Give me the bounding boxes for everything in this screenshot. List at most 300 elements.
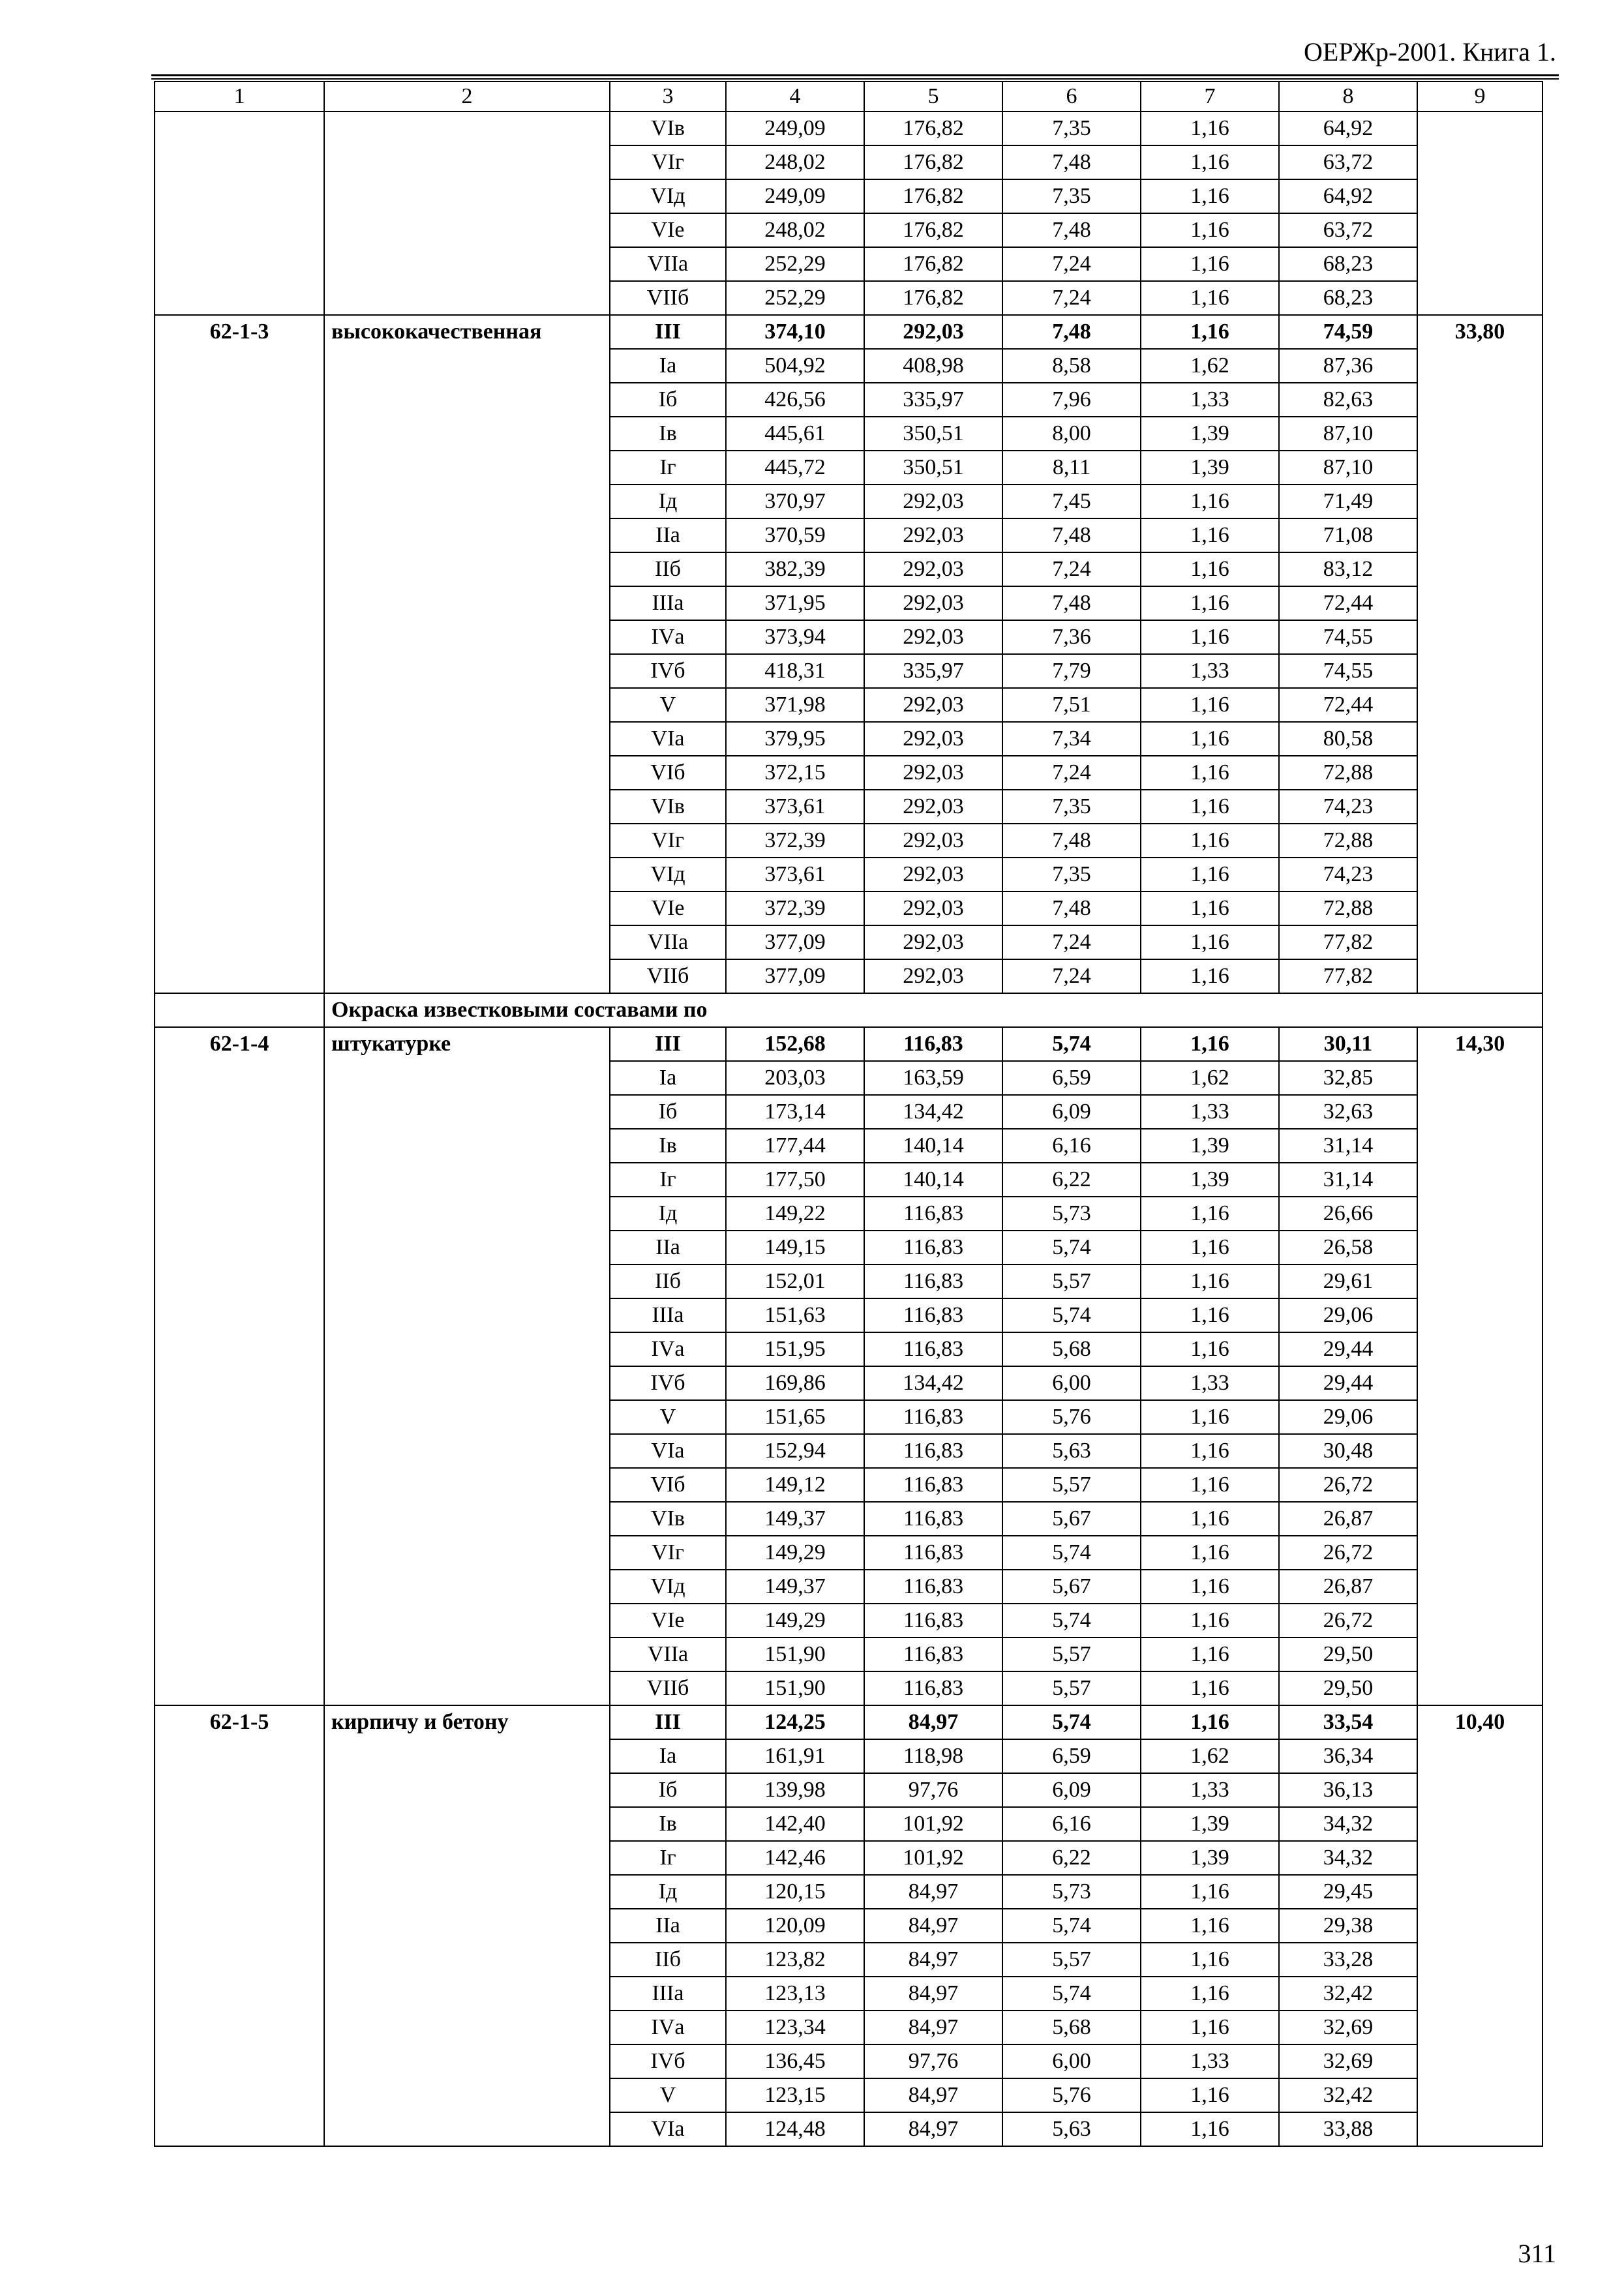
value-cell: 5,74 — [1002, 1027, 1141, 1061]
value-cell: 26,72 — [1279, 1468, 1417, 1502]
zone-cell: VIе — [610, 1604, 726, 1638]
value-cell: 7,48 — [1002, 145, 1141, 179]
value-cell: 5,68 — [1002, 2011, 1141, 2044]
value-cell: 1,39 — [1141, 417, 1279, 451]
value-cell: 149,29 — [726, 1536, 864, 1570]
value-cell: 29,45 — [1279, 1875, 1417, 1909]
value-cell: 32,85 — [1279, 1061, 1417, 1095]
value-cell: 1,16 — [1141, 688, 1279, 722]
zone-cell: IIа — [610, 1231, 726, 1264]
value-cell: 30,11 — [1279, 1027, 1417, 1061]
column-number: 1 — [155, 82, 324, 112]
value-cell: 72,88 — [1279, 891, 1417, 925]
value-cell: 84,97 — [864, 1977, 1002, 2011]
value-cell: 116,83 — [864, 1570, 1002, 1604]
table-row — [155, 1027, 1542, 1061]
zone-cell: IIIа — [610, 1977, 726, 2011]
price-table — [154, 81, 1543, 2147]
value-cell: 123,13 — [726, 1977, 864, 2011]
value-cell: 1,33 — [1141, 2044, 1279, 2078]
value-cell: 32,42 — [1279, 1977, 1417, 2011]
value-cell: 1,16 — [1141, 1570, 1279, 1604]
zone-cell: VIг — [610, 145, 726, 179]
value-cell: 374,10 — [726, 315, 864, 349]
value-cell: 134,42 — [864, 1366, 1002, 1400]
value-cell: 373,61 — [726, 790, 864, 824]
value-cell: 97,76 — [864, 2044, 1002, 2078]
value-cell: 149,12 — [726, 1468, 864, 1502]
zone-cell: IIIа — [610, 1298, 726, 1332]
value-cell: 120,15 — [726, 1875, 864, 1909]
value-cell: 1,33 — [1141, 1773, 1279, 1807]
zone-cell: VIIа — [610, 925, 726, 959]
zone-cell: VIб — [610, 756, 726, 790]
value-cell: 83,12 — [1279, 552, 1417, 586]
zone-cell: VIIб — [610, 1671, 726, 1705]
value-cell: 1,16 — [1141, 1909, 1279, 1943]
value-cell: 5,57 — [1002, 1943, 1141, 1977]
value-cell: 1,16 — [1141, 1943, 1279, 1977]
zone-cell: IIб — [610, 552, 726, 586]
value-cell: 5,68 — [1002, 1332, 1141, 1366]
value-cell: 6,22 — [1002, 1841, 1141, 1875]
value-cell: 84,97 — [864, 1705, 1002, 1739]
zone-cell: V — [610, 1400, 726, 1434]
table-row — [155, 315, 1542, 349]
table-body — [155, 82, 1542, 2146]
value-cell: 176,82 — [864, 112, 1002, 145]
zone-cell: Iа — [610, 1739, 726, 1773]
work-name — [324, 112, 610, 315]
value-cell: 1,16 — [1141, 1434, 1279, 1468]
value-cell: 29,38 — [1279, 1909, 1417, 1943]
value-cell: 29,61 — [1279, 1264, 1417, 1298]
value-cell: 176,82 — [864, 281, 1002, 315]
value-cell: 123,34 — [726, 2011, 864, 2044]
value-cell: 1,16 — [1141, 281, 1279, 315]
value-cell: 84,97 — [864, 1943, 1002, 1977]
value-cell: 140,14 — [864, 1129, 1002, 1163]
value-cell: 292,03 — [864, 959, 1002, 993]
value-cell: 7,48 — [1002, 315, 1141, 349]
value-cell: 1,16 — [1141, 1027, 1279, 1061]
value-cell: 149,15 — [726, 1231, 864, 1264]
value-cell: 87,36 — [1279, 349, 1417, 383]
zone-cell: VIе — [610, 891, 726, 925]
zone-cell: Iб — [610, 1773, 726, 1807]
zone-cell: IVа — [610, 1332, 726, 1366]
value-cell: 29,50 — [1279, 1671, 1417, 1705]
value-cell: 36,34 — [1279, 1739, 1417, 1773]
zone-cell: IIб — [610, 1943, 726, 1977]
zone-cell: III — [610, 1705, 726, 1739]
value-cell: 82,63 — [1279, 383, 1417, 417]
value-cell: 31,14 — [1279, 1163, 1417, 1197]
value-cell: 292,03 — [864, 858, 1002, 891]
value-cell: 149,29 — [726, 1604, 864, 1638]
value-cell: 445,72 — [726, 451, 864, 485]
zone-cell: VIб — [610, 1468, 726, 1502]
value-cell: 1,39 — [1141, 1807, 1279, 1841]
value-cell: 6,09 — [1002, 1095, 1141, 1129]
zone-cell: Iа — [610, 349, 726, 383]
value-cell: 1,62 — [1141, 1061, 1279, 1095]
value-cell: 63,72 — [1279, 145, 1417, 179]
table-row — [155, 1705, 1542, 1739]
value-cell: 292,03 — [864, 586, 1002, 620]
value-cell: 74,55 — [1279, 654, 1417, 688]
value-cell: 74,23 — [1279, 790, 1417, 824]
zone-cell: IVа — [610, 2011, 726, 2044]
value-cell: 252,29 — [726, 247, 864, 281]
value-cell: 292,03 — [864, 925, 1002, 959]
value-cell: 151,95 — [726, 1332, 864, 1366]
value-cell: 1,39 — [1141, 1129, 1279, 1163]
value-cell: 32,69 — [1279, 2011, 1417, 2044]
value-cell: 142,46 — [726, 1841, 864, 1875]
value-cell: 7,24 — [1002, 552, 1141, 586]
work-name: высококачественная — [324, 315, 610, 993]
zone-cell: Iд — [610, 1197, 726, 1231]
value-cell: 1,16 — [1141, 213, 1279, 247]
value-cell: 32,42 — [1279, 2078, 1417, 2112]
value-cell: 116,83 — [864, 1231, 1002, 1264]
value-cell: 249,09 — [726, 179, 864, 213]
column-number: 2 — [324, 82, 610, 112]
value-cell: 7,51 — [1002, 688, 1141, 722]
value-cell: 116,83 — [864, 1027, 1002, 1061]
zone-cell: IIб — [610, 1264, 726, 1298]
value-cell: 371,98 — [726, 688, 864, 722]
value-cell: 116,83 — [864, 1332, 1002, 1366]
value-cell: 292,03 — [864, 620, 1002, 654]
value-cell: 1,16 — [1141, 315, 1279, 349]
value-cell: 1,16 — [1141, 1604, 1279, 1638]
zone-cell: VIа — [610, 1434, 726, 1468]
value-cell: 292,03 — [864, 824, 1002, 858]
header-rule — [151, 74, 1559, 76]
value-cell: 136,45 — [726, 2044, 864, 2078]
value-cell: 101,92 — [864, 1841, 1002, 1875]
value-cell: 5,74 — [1002, 1909, 1141, 1943]
value-cell: 6,09 — [1002, 1773, 1141, 1807]
value-cell: 7,48 — [1002, 518, 1141, 552]
value-cell: 5,73 — [1002, 1197, 1141, 1231]
value-cell: 26,87 — [1279, 1570, 1417, 1604]
value-cell: 1,16 — [1141, 891, 1279, 925]
value-cell: 1,16 — [1141, 1197, 1279, 1231]
value-cell: 149,37 — [726, 1570, 864, 1604]
value-cell: 5,74 — [1002, 1298, 1141, 1332]
value-cell: 7,45 — [1002, 485, 1141, 518]
zone-cell: Iг — [610, 1163, 726, 1197]
value-cell: 116,83 — [864, 1468, 1002, 1502]
zone-cell: Iд — [610, 485, 726, 518]
value-cell: 84,97 — [864, 1875, 1002, 1909]
value-cell: 1,16 — [1141, 1671, 1279, 1705]
value-cell: 63,72 — [1279, 213, 1417, 247]
work-name: кирпичу и бетону — [324, 1705, 610, 2146]
value-cell: 1,16 — [1141, 959, 1279, 993]
value-cell: 116,83 — [864, 1400, 1002, 1434]
zone-cell: IIIа — [610, 586, 726, 620]
value-cell: 118,98 — [864, 1739, 1002, 1773]
zone-cell: Iв — [610, 1807, 726, 1841]
value-cell: 1,16 — [1141, 552, 1279, 586]
value-cell: 72,88 — [1279, 756, 1417, 790]
value-cell: 292,03 — [864, 891, 1002, 925]
value-cell: 161,91 — [726, 1739, 864, 1773]
value-cell: 5,74 — [1002, 1604, 1141, 1638]
value-cell: 29,50 — [1279, 1638, 1417, 1671]
value-cell: 7,96 — [1002, 383, 1141, 417]
value-cell: 101,92 — [864, 1807, 1002, 1841]
column-number: 3 — [610, 82, 726, 112]
norm-code — [155, 112, 324, 315]
value-cell: 74,55 — [1279, 620, 1417, 654]
value-cell: 72,44 — [1279, 586, 1417, 620]
value-cell: 123,82 — [726, 1943, 864, 1977]
value-cell: 7,34 — [1002, 722, 1141, 756]
value-cell: 7,36 — [1002, 620, 1141, 654]
value-cell: 1,33 — [1141, 383, 1279, 417]
value-cell: 6,00 — [1002, 1366, 1141, 1400]
value-cell: 335,97 — [864, 654, 1002, 688]
value-cell: 252,29 — [726, 281, 864, 315]
column-9-value — [1417, 112, 1542, 315]
value-cell: 176,82 — [864, 145, 1002, 179]
value-cell: 8,11 — [1002, 451, 1141, 485]
work-name: штукатурке — [324, 1027, 610, 1705]
value-cell: 64,92 — [1279, 179, 1417, 213]
value-cell: 292,03 — [864, 790, 1002, 824]
value-cell: 373,61 — [726, 858, 864, 891]
zone-cell: Iг — [610, 451, 726, 485]
header-rule-thin — [151, 78, 1559, 80]
value-cell: 1,16 — [1141, 1502, 1279, 1536]
value-cell: 1,33 — [1141, 1366, 1279, 1400]
value-cell: 26,72 — [1279, 1536, 1417, 1570]
value-cell: 84,97 — [864, 2078, 1002, 2112]
value-cell: 5,63 — [1002, 1434, 1141, 1468]
value-cell: 72,44 — [1279, 688, 1417, 722]
value-cell: 292,03 — [864, 756, 1002, 790]
value-cell: 71,08 — [1279, 518, 1417, 552]
value-cell: 26,58 — [1279, 1231, 1417, 1264]
value-cell: 1,16 — [1141, 112, 1279, 145]
value-cell: 72,88 — [1279, 824, 1417, 858]
value-cell: 5,57 — [1002, 1468, 1141, 1502]
value-cell: 1,33 — [1141, 654, 1279, 688]
value-cell: 5,74 — [1002, 1536, 1141, 1570]
value-cell: 173,14 — [726, 1095, 864, 1129]
value-cell: 68,23 — [1279, 281, 1417, 315]
norm-code: 62-1-5 — [155, 1705, 324, 2146]
zone-cell: VIIб — [610, 959, 726, 993]
value-cell: 1,16 — [1141, 1468, 1279, 1502]
value-cell: 5,76 — [1002, 1400, 1141, 1434]
value-cell: 372,39 — [726, 891, 864, 925]
zone-cell: Iд — [610, 1875, 726, 1909]
zone-cell: VIа — [610, 2112, 726, 2146]
value-cell: 6,59 — [1002, 1061, 1141, 1095]
value-cell: 7,35 — [1002, 179, 1141, 213]
value-cell: 1,16 — [1141, 1332, 1279, 1366]
zone-cell: VIв — [610, 1502, 726, 1536]
value-cell: 5,57 — [1002, 1638, 1141, 1671]
value-cell: 5,67 — [1002, 1502, 1141, 1536]
zone-cell: VIд — [610, 179, 726, 213]
value-cell: 77,82 — [1279, 925, 1417, 959]
value-cell: 1,39 — [1141, 1841, 1279, 1875]
value-cell: 163,59 — [864, 1061, 1002, 1095]
column-9-value: 10,40 — [1417, 1705, 1542, 2146]
value-cell: 7,48 — [1002, 586, 1141, 620]
value-cell: 350,51 — [864, 417, 1002, 451]
value-cell: 87,10 — [1279, 451, 1417, 485]
value-cell: 123,15 — [726, 2078, 864, 2112]
value-cell: 29,06 — [1279, 1298, 1417, 1332]
zone-cell: VIIа — [610, 247, 726, 281]
value-cell: 116,83 — [864, 1604, 1002, 1638]
value-cell: 1,16 — [1141, 179, 1279, 213]
value-cell: 116,83 — [864, 1298, 1002, 1332]
value-cell: 292,03 — [864, 722, 1002, 756]
value-cell: 6,16 — [1002, 1807, 1141, 1841]
value-cell: 152,94 — [726, 1434, 864, 1468]
value-cell: 5,57 — [1002, 1671, 1141, 1705]
value-cell: 248,02 — [726, 213, 864, 247]
value-cell: 176,82 — [864, 247, 1002, 281]
value-cell: 31,14 — [1279, 1129, 1417, 1163]
zone-cell: Iв — [610, 417, 726, 451]
value-cell: 33,28 — [1279, 1943, 1417, 1977]
value-cell: 5,76 — [1002, 2078, 1141, 2112]
value-cell: 5,74 — [1002, 1977, 1141, 2011]
value-cell: 176,82 — [864, 179, 1002, 213]
value-cell: 87,10 — [1279, 417, 1417, 451]
zone-cell: VIд — [610, 1570, 726, 1604]
zone-cell: VIе — [610, 213, 726, 247]
value-cell: 1,16 — [1141, 1264, 1279, 1298]
value-cell: 32,63 — [1279, 1095, 1417, 1129]
norm-code: 62-1-4 — [155, 1027, 324, 1705]
value-cell: 1,16 — [1141, 586, 1279, 620]
value-cell: 26,87 — [1279, 1502, 1417, 1536]
value-cell: 151,90 — [726, 1638, 864, 1671]
value-cell: 292,03 — [864, 315, 1002, 349]
value-cell: 372,15 — [726, 756, 864, 790]
section-code-cell — [155, 993, 324, 1027]
value-cell: 29,44 — [1279, 1332, 1417, 1366]
value-cell: 7,48 — [1002, 213, 1141, 247]
value-cell: 377,09 — [726, 925, 864, 959]
value-cell: 249,09 — [726, 112, 864, 145]
value-cell: 6,59 — [1002, 1739, 1141, 1773]
value-cell: 350,51 — [864, 451, 1002, 485]
column-number-row — [155, 82, 1542, 112]
value-cell: 5,57 — [1002, 1264, 1141, 1298]
value-cell: 1,16 — [1141, 1977, 1279, 2011]
value-cell: 7,35 — [1002, 112, 1141, 145]
value-cell: 1,16 — [1141, 1875, 1279, 1909]
value-cell: 134,42 — [864, 1095, 1002, 1129]
value-cell: 1,16 — [1141, 620, 1279, 654]
value-cell: 151,63 — [726, 1298, 864, 1332]
value-cell: 373,94 — [726, 620, 864, 654]
value-cell: 1,16 — [1141, 722, 1279, 756]
value-cell: 1,16 — [1141, 858, 1279, 891]
zone-cell: Iб — [610, 383, 726, 417]
value-cell: 426,56 — [726, 383, 864, 417]
value-cell: 139,98 — [726, 1773, 864, 1807]
value-cell: 1,16 — [1141, 145, 1279, 179]
zone-cell: V — [610, 688, 726, 722]
column-number: 6 — [1002, 82, 1141, 112]
value-cell: 36,13 — [1279, 1773, 1417, 1807]
value-cell: 33,54 — [1279, 1705, 1417, 1739]
value-cell: 7,24 — [1002, 925, 1141, 959]
value-cell: 1,16 — [1141, 1638, 1279, 1671]
value-cell: 1,33 — [1141, 1095, 1279, 1129]
zone-cell: VIд — [610, 858, 726, 891]
value-cell: 74,23 — [1279, 858, 1417, 891]
value-cell: 7,24 — [1002, 281, 1141, 315]
value-cell: 1,16 — [1141, 1231, 1279, 1264]
section-title: Окраска известковыми составами по — [324, 993, 1542, 1027]
column-number: 5 — [864, 82, 1002, 112]
value-cell: 116,83 — [864, 1197, 1002, 1231]
value-cell: 74,59 — [1279, 315, 1417, 349]
value-cell: 1,16 — [1141, 925, 1279, 959]
value-cell: 1,62 — [1141, 1739, 1279, 1773]
zone-cell: VIг — [610, 1536, 726, 1570]
value-cell: 71,49 — [1279, 485, 1417, 518]
value-cell: 203,03 — [726, 1061, 864, 1095]
value-cell: 97,76 — [864, 1773, 1002, 1807]
value-cell: 120,09 — [726, 1909, 864, 1943]
value-cell: 1,16 — [1141, 485, 1279, 518]
column-number: 4 — [726, 82, 864, 112]
value-cell: 169,86 — [726, 1366, 864, 1400]
value-cell: 504,92 — [726, 349, 864, 383]
value-cell: 292,03 — [864, 518, 1002, 552]
value-cell: 151,90 — [726, 1671, 864, 1705]
value-cell: 29,44 — [1279, 1366, 1417, 1400]
value-cell: 7,35 — [1002, 858, 1141, 891]
value-cell: 116,83 — [864, 1434, 1002, 1468]
value-cell: 7,24 — [1002, 756, 1141, 790]
value-cell: 445,61 — [726, 417, 864, 451]
zone-cell: III — [610, 315, 726, 349]
value-cell: 1,16 — [1141, 756, 1279, 790]
value-cell: 292,03 — [864, 552, 1002, 586]
value-cell: 7,48 — [1002, 891, 1141, 925]
value-cell: 8,58 — [1002, 349, 1141, 383]
column-9-value: 14,30 — [1417, 1027, 1542, 1705]
value-cell: 6,16 — [1002, 1129, 1141, 1163]
column-9-value: 33,80 — [1417, 315, 1542, 993]
value-cell: 33,88 — [1279, 2112, 1417, 2146]
value-cell: 152,01 — [726, 1264, 864, 1298]
value-cell: 26,66 — [1279, 1197, 1417, 1231]
value-cell: 140,14 — [864, 1163, 1002, 1197]
zone-cell: VIIа — [610, 1638, 726, 1671]
value-cell: 382,39 — [726, 552, 864, 586]
value-cell: 408,98 — [864, 349, 1002, 383]
zone-cell: Iа — [610, 1061, 726, 1095]
value-cell: 34,32 — [1279, 1807, 1417, 1841]
